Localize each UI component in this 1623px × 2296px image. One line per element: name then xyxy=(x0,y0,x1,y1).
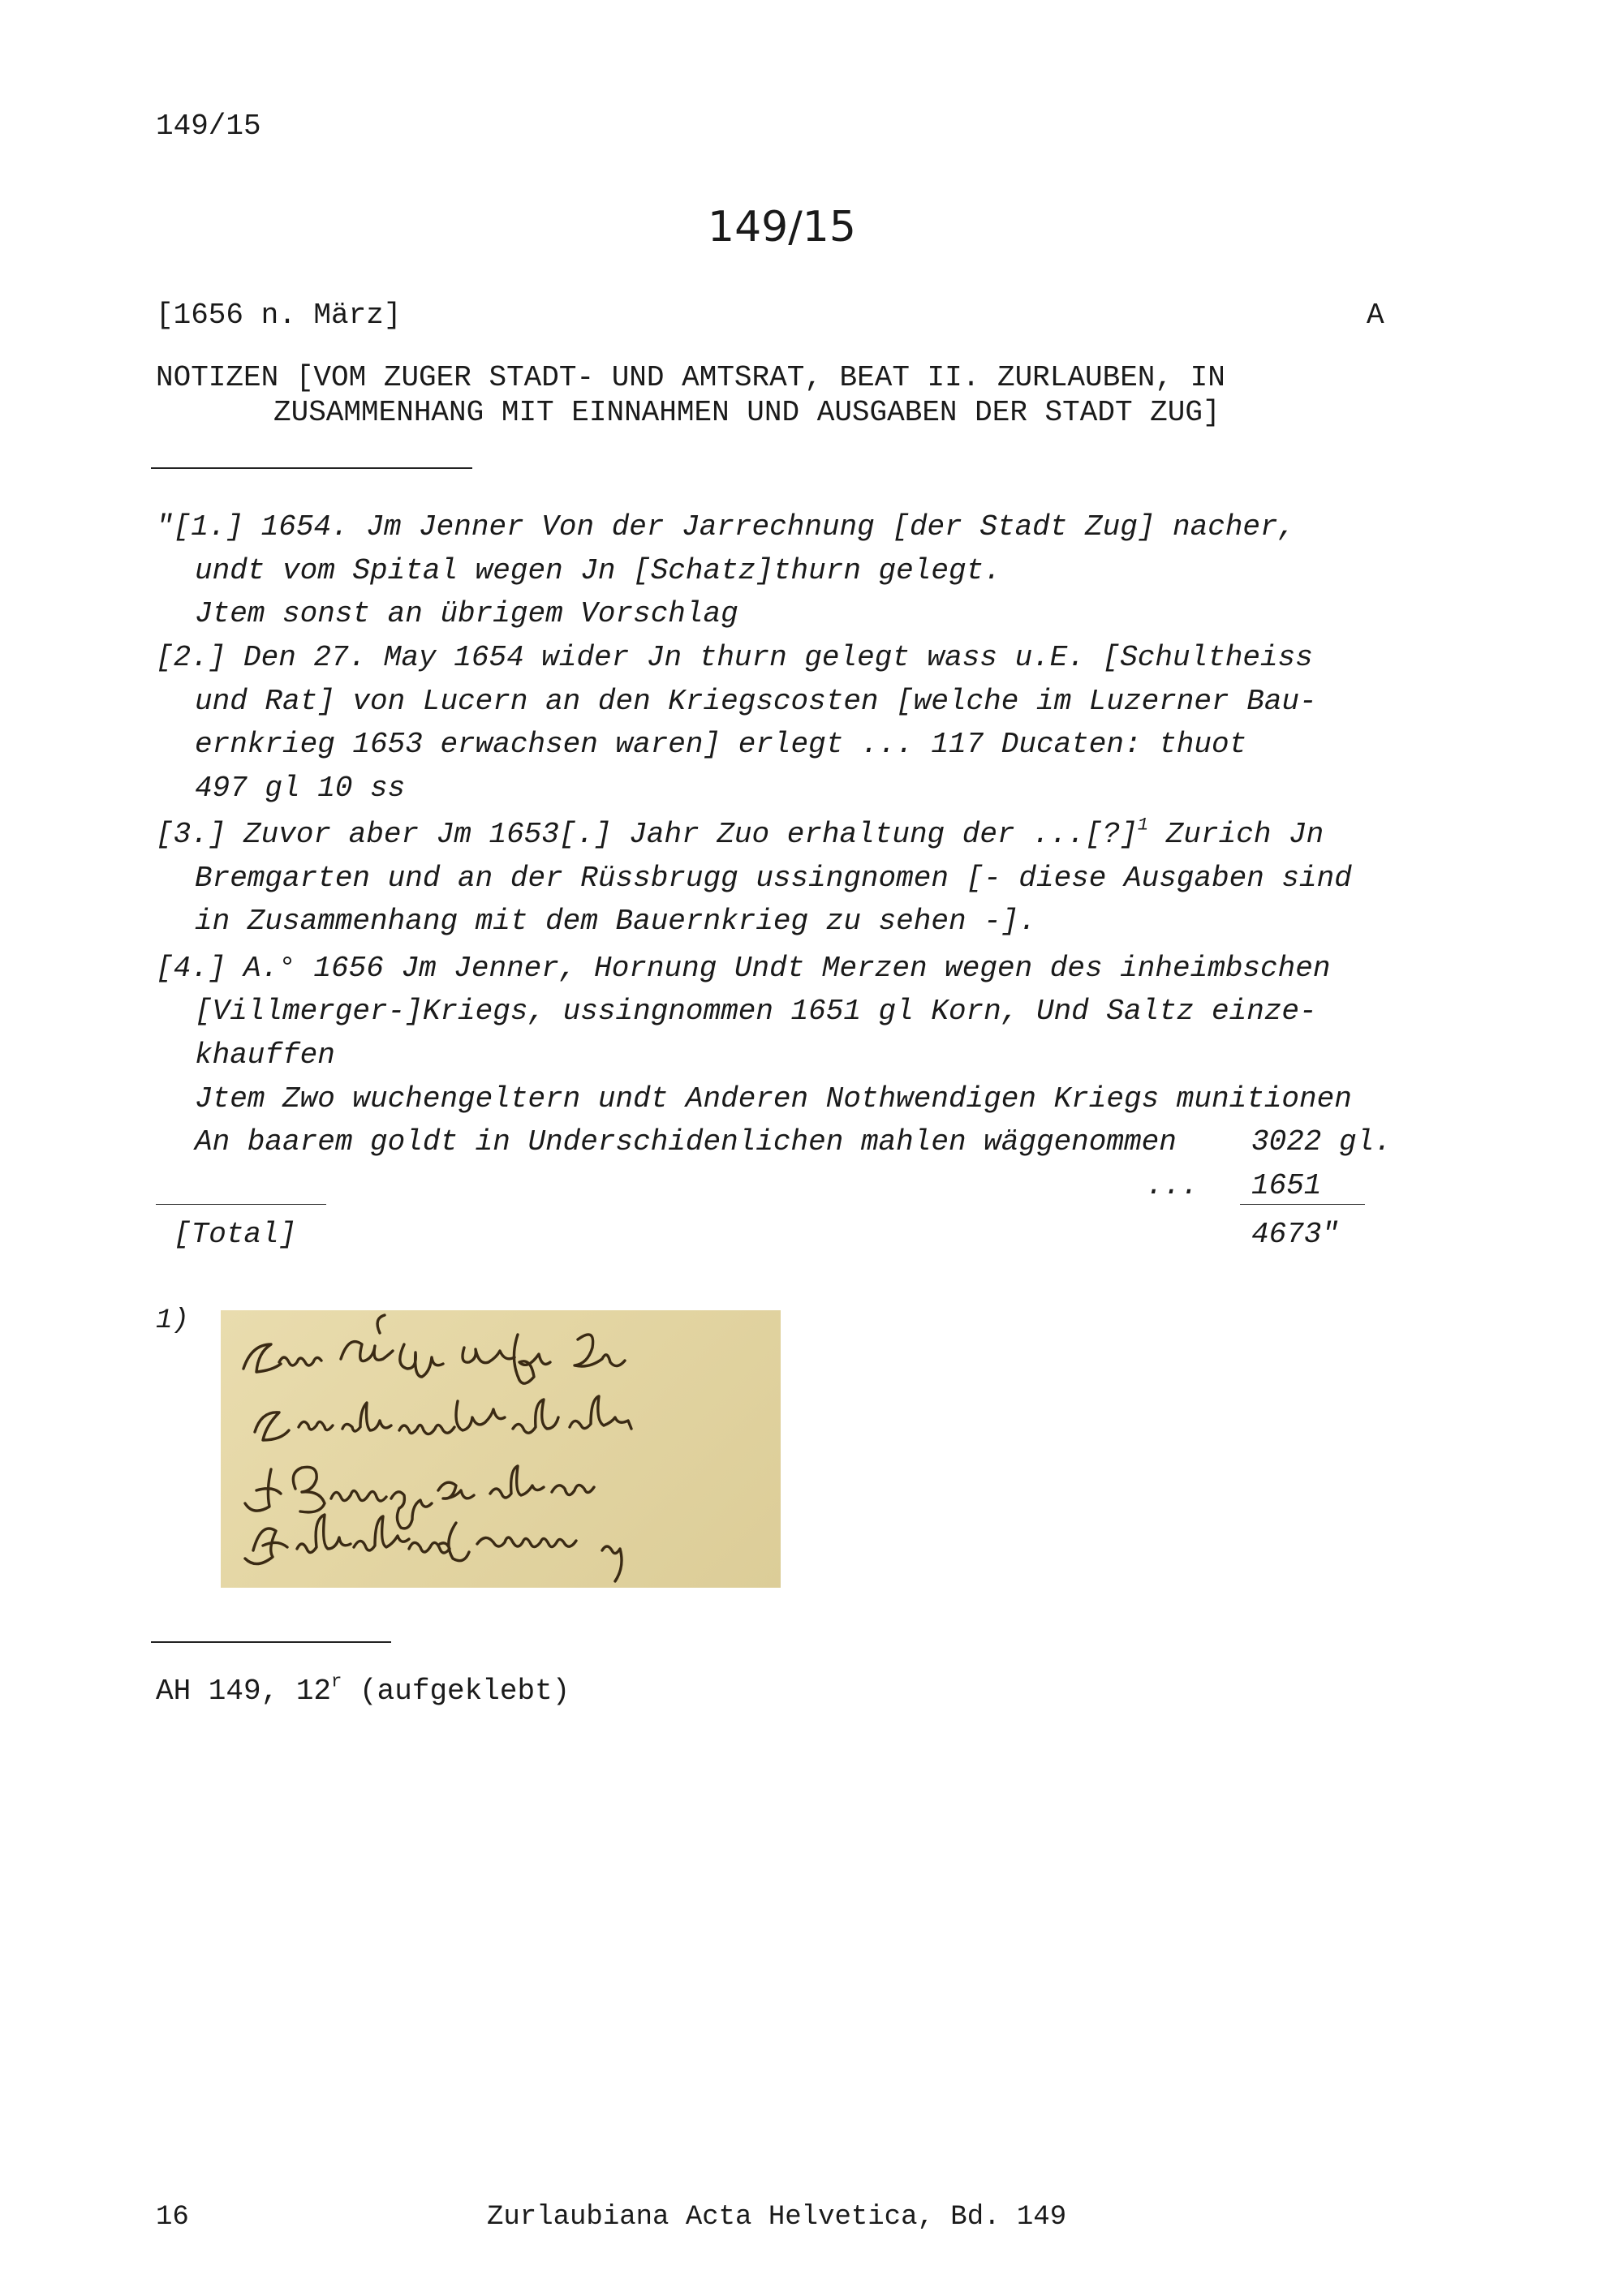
title-rule xyxy=(151,467,472,469)
body-line: ernkrieg 1653 erwachsen waren] erlegt ... 117 Ducaten: thuot xyxy=(195,728,1247,761)
body-line: und Rat] von Lucern an den Kriegscosten [welche im Luzerner Bau- xyxy=(195,685,1317,718)
document-date: [1656 n. März] xyxy=(156,299,402,332)
body-line: An baarem goldt in Underschidenlichen mahlen wäggenommen xyxy=(195,1125,1177,1159)
body-line: in Zusammenhang mit dem Bauernkrieg zu sehen -]. xyxy=(195,905,1036,938)
body-line: "[1.] 1654. Jm Jenner Von der Jarrechnung [der Stadt Zug] nacher, xyxy=(156,510,1296,544)
footnote-reference: 1 xyxy=(1137,814,1149,836)
total-label: [Total] xyxy=(174,1218,297,1251)
document-title-line1: NOTIZEN [VOM ZUGER STADT- UND AMTSRAT, BEAT II. ZURLAUBEN, IN xyxy=(156,361,1225,394)
body-line: Jtem Zwo wuchengeltern undt Anderen Nothwendigen Kriegs munitionen xyxy=(195,1082,1352,1116)
source-rule xyxy=(151,1641,391,1643)
body-line: [3.] Zuvor aber Jm 1653[.] Jahr Zuo erhaltung der ...[?]$^1$ Zurich Jn xyxy=(156,814,1324,851)
body-line: [2.] Den 27. May 1654 wider Jn thurn gelegt wass u.E. [Schultheiss xyxy=(156,641,1313,674)
body-line: Bremgarten und an der Rüssbrugg ussingnomen [- diese Ausgaben sind xyxy=(195,862,1352,895)
document-title-line2: ZUSAMMENHANG MIT EINNAHMEN UND AUSGABEN DER STADT ZUG] xyxy=(273,396,1220,429)
document-number: 149/15 xyxy=(708,203,856,252)
running-head: 149/15 xyxy=(156,110,261,143)
source-reference: AH 149, 12$^r$ (aufgeklebt) xyxy=(156,1670,570,1708)
amount-1651: 1651 xyxy=(1251,1169,1322,1202)
footnote-marker: 1) xyxy=(156,1305,189,1336)
document-category: A xyxy=(1367,299,1384,332)
body-line: Jtem sonst an übrigem Vorschlag xyxy=(195,597,738,630)
page-number: 16 xyxy=(156,2202,189,2233)
sum-rule-left xyxy=(156,1204,326,1205)
source-superscript: r xyxy=(331,1670,342,1692)
body-line: undt vom Spital wegen Jn [Schatz]thurn gelegt. xyxy=(195,554,1001,587)
body-line: [4.] A.° 1656 Jm Jenner, Hornung Undt Merzen wegen des inheimbschen xyxy=(156,952,1331,985)
handwriting-facsimile-image xyxy=(221,1310,781,1588)
amount-3022: 3022 gl. xyxy=(1251,1125,1392,1159)
amount-total: 4673" xyxy=(1251,1218,1340,1251)
series-title: Zurlaubiana Acta Helvetica, Bd. 149 xyxy=(487,2202,1067,2233)
sum-rule-right xyxy=(1240,1204,1365,1205)
body-line: 497 gl 10 ss xyxy=(195,772,406,805)
body-line: [Villmerger-]Kriegs, ussingnommen 1651 gl Korn, Und Saltz einze- xyxy=(195,995,1317,1028)
body-line: khauffen xyxy=(195,1038,335,1072)
ellipsis: ... xyxy=(1146,1169,1199,1202)
